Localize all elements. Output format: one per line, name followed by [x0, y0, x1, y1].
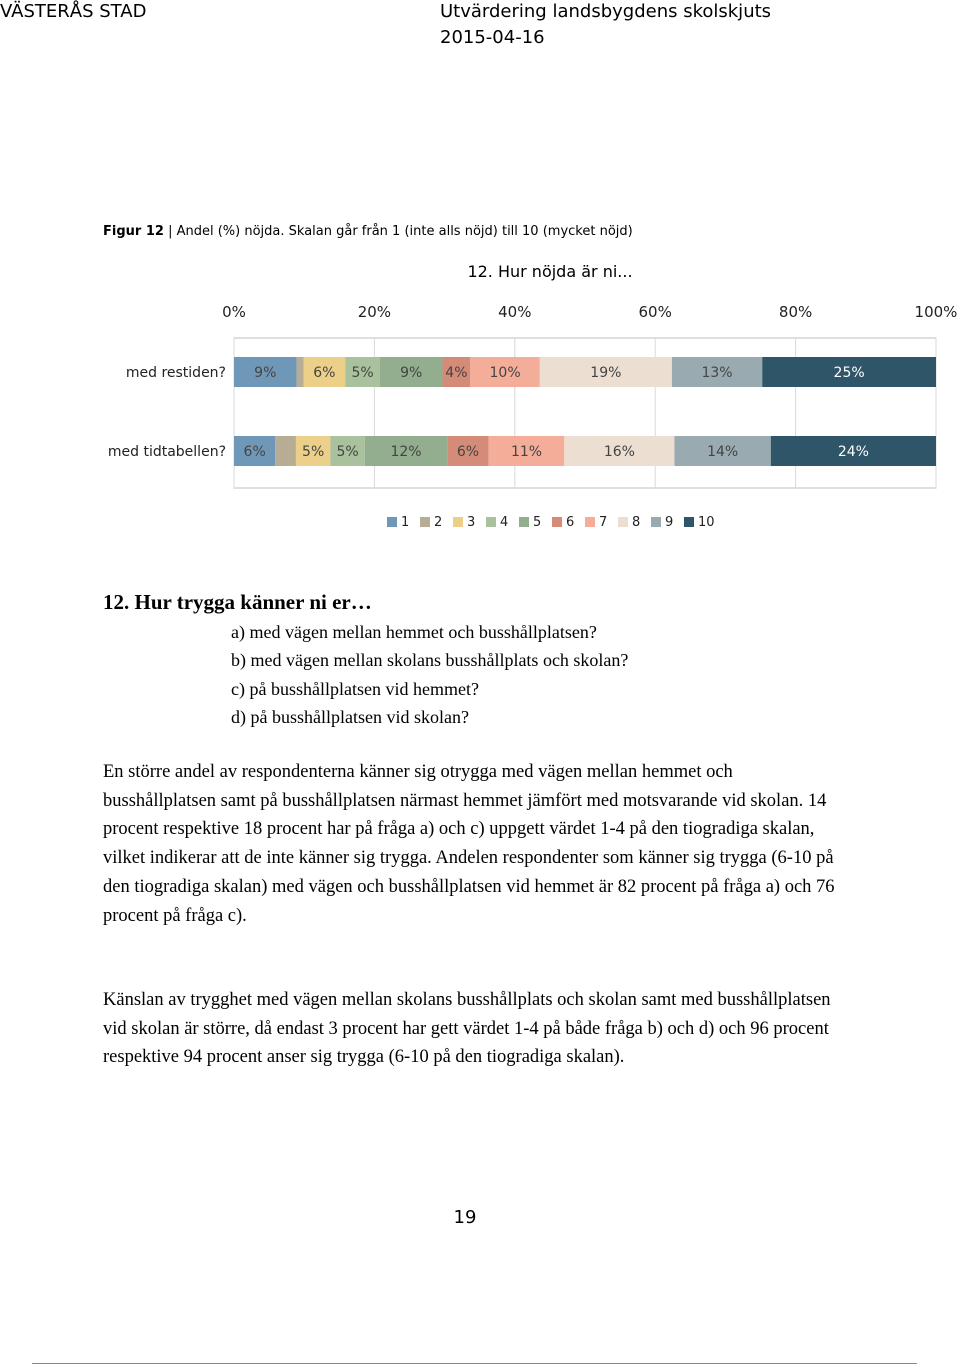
legend-label: 7 [599, 515, 608, 530]
report-date: 2015-04-16 [440, 27, 545, 48]
legend-label: 10 [698, 515, 715, 530]
legend-swatch [453, 517, 463, 527]
data-label: 5% [336, 444, 359, 460]
figure-caption-text: Andel (%) nöjda. Skalan går från 1 (inte alls nöjd) till 10 (mycket nöjd) [176, 224, 633, 239]
question-item-a: a) med vägen mellan hemmet och busshållplatsen? [231, 622, 597, 642]
legend-swatch [585, 517, 595, 527]
data-label: 6% [313, 365, 336, 381]
legend-label: 3 [467, 515, 476, 530]
legend-label: 5 [533, 515, 542, 530]
legend-label: 9 [665, 515, 674, 530]
data-label: 9% [254, 365, 277, 381]
legend-label: 4 [500, 515, 509, 530]
stacked-bar-chart [0, 0, 960, 560]
data-label: 13% [701, 365, 733, 381]
legend-swatch [387, 517, 397, 527]
x-tick-label: 20% [357, 303, 392, 321]
data-label: 4% [445, 365, 468, 381]
body-paragraph-1: En större andel av respondenterna känner sig otrygga med vägen mellan hemmet och busshållplatsen samt på busshållplatsen närmast hemmet jämfört med motsvarande vid skolan. 14 procent respektive 18 procent har på fråga a) och c) uppgett värdet 1-4 på den tiogradiga skalan, vilket indikerar att de inte känner sig trygga. Andelen respondenter som känner sig trygga (6-10 på den tiogradiga skalan) med vägen och busshållplatsen vid hemmet är 82 procent på fråga a) och 76 procent på fråga c). [103, 762, 835, 926]
data-label: 9% [400, 365, 423, 381]
data-label: 25% [833, 365, 865, 381]
body-paragraph-2: Känslan av trygghet med vägen mellan skolans busshållplats och skolan samt med busshållplatsen vid skolan är större, då endast 3 procent har gett värdet 1-4 på både fråga b) och d) och 96 procent respektive 94 procent anser sig trygga (6-10 på den tiogradiga skalan). [103, 990, 831, 1068]
data-label: 16% [603, 444, 635, 460]
legend-swatch [486, 517, 496, 527]
org-name: VÄSTERÅS STAD [0, 1, 147, 22]
question-item-c: c) på busshållplatsen vid hemmet? [231, 679, 479, 699]
category-label: med tidtabellen? [107, 444, 226, 460]
legend-label: 2 [434, 515, 443, 530]
legend-swatch [420, 517, 430, 527]
x-tick-label: 80% [778, 303, 813, 321]
data-label: 6% [456, 444, 480, 460]
page-number: 19 [453, 1207, 477, 1228]
legend-swatch [684, 517, 694, 527]
data-label: 19% [590, 365, 622, 381]
legend-swatch [618, 517, 628, 527]
question-heading: 12. Hur trygga känner ni er… [103, 590, 372, 614]
x-tick-label: 0% [222, 303, 246, 321]
report-title: Utvärdering landsbygdens skolskjuts [440, 1, 772, 22]
data-label: 11% [510, 444, 543, 460]
legend-swatch [651, 517, 661, 527]
caption-separator: | [168, 224, 177, 239]
data-label: 14% [707, 444, 739, 460]
question-item-d: d) på busshållplatsen vid skolan? [231, 707, 469, 727]
figure-label: Figur 12 [103, 224, 164, 239]
category-label: med restiden? [125, 365, 226, 381]
footer-rule [32, 1363, 917, 1364]
data-label: 5% [302, 444, 325, 460]
legend-swatch [552, 517, 562, 527]
data-label: 24% [837, 444, 869, 460]
x-tick-label: 60% [638, 303, 672, 321]
bar-segment [297, 357, 304, 387]
data-label: 10% [489, 365, 521, 381]
data-label: 12% [390, 444, 422, 460]
data-label: 6% [243, 444, 266, 460]
x-tick-label: 100% [914, 303, 958, 321]
question-item-b: b) med vägen mellan skolans busshållplats och skolan? [231, 650, 629, 670]
chart-title: 12. Hur nöjda är ni... [467, 262, 633, 281]
legend-label: 6 [566, 515, 575, 530]
legend-label: 8 [632, 515, 641, 530]
legend-swatch [519, 517, 529, 527]
legend-label: 1 [401, 515, 410, 530]
data-label: 5% [351, 365, 374, 381]
bar-segment [275, 436, 296, 466]
x-tick-label: 40% [498, 303, 532, 321]
